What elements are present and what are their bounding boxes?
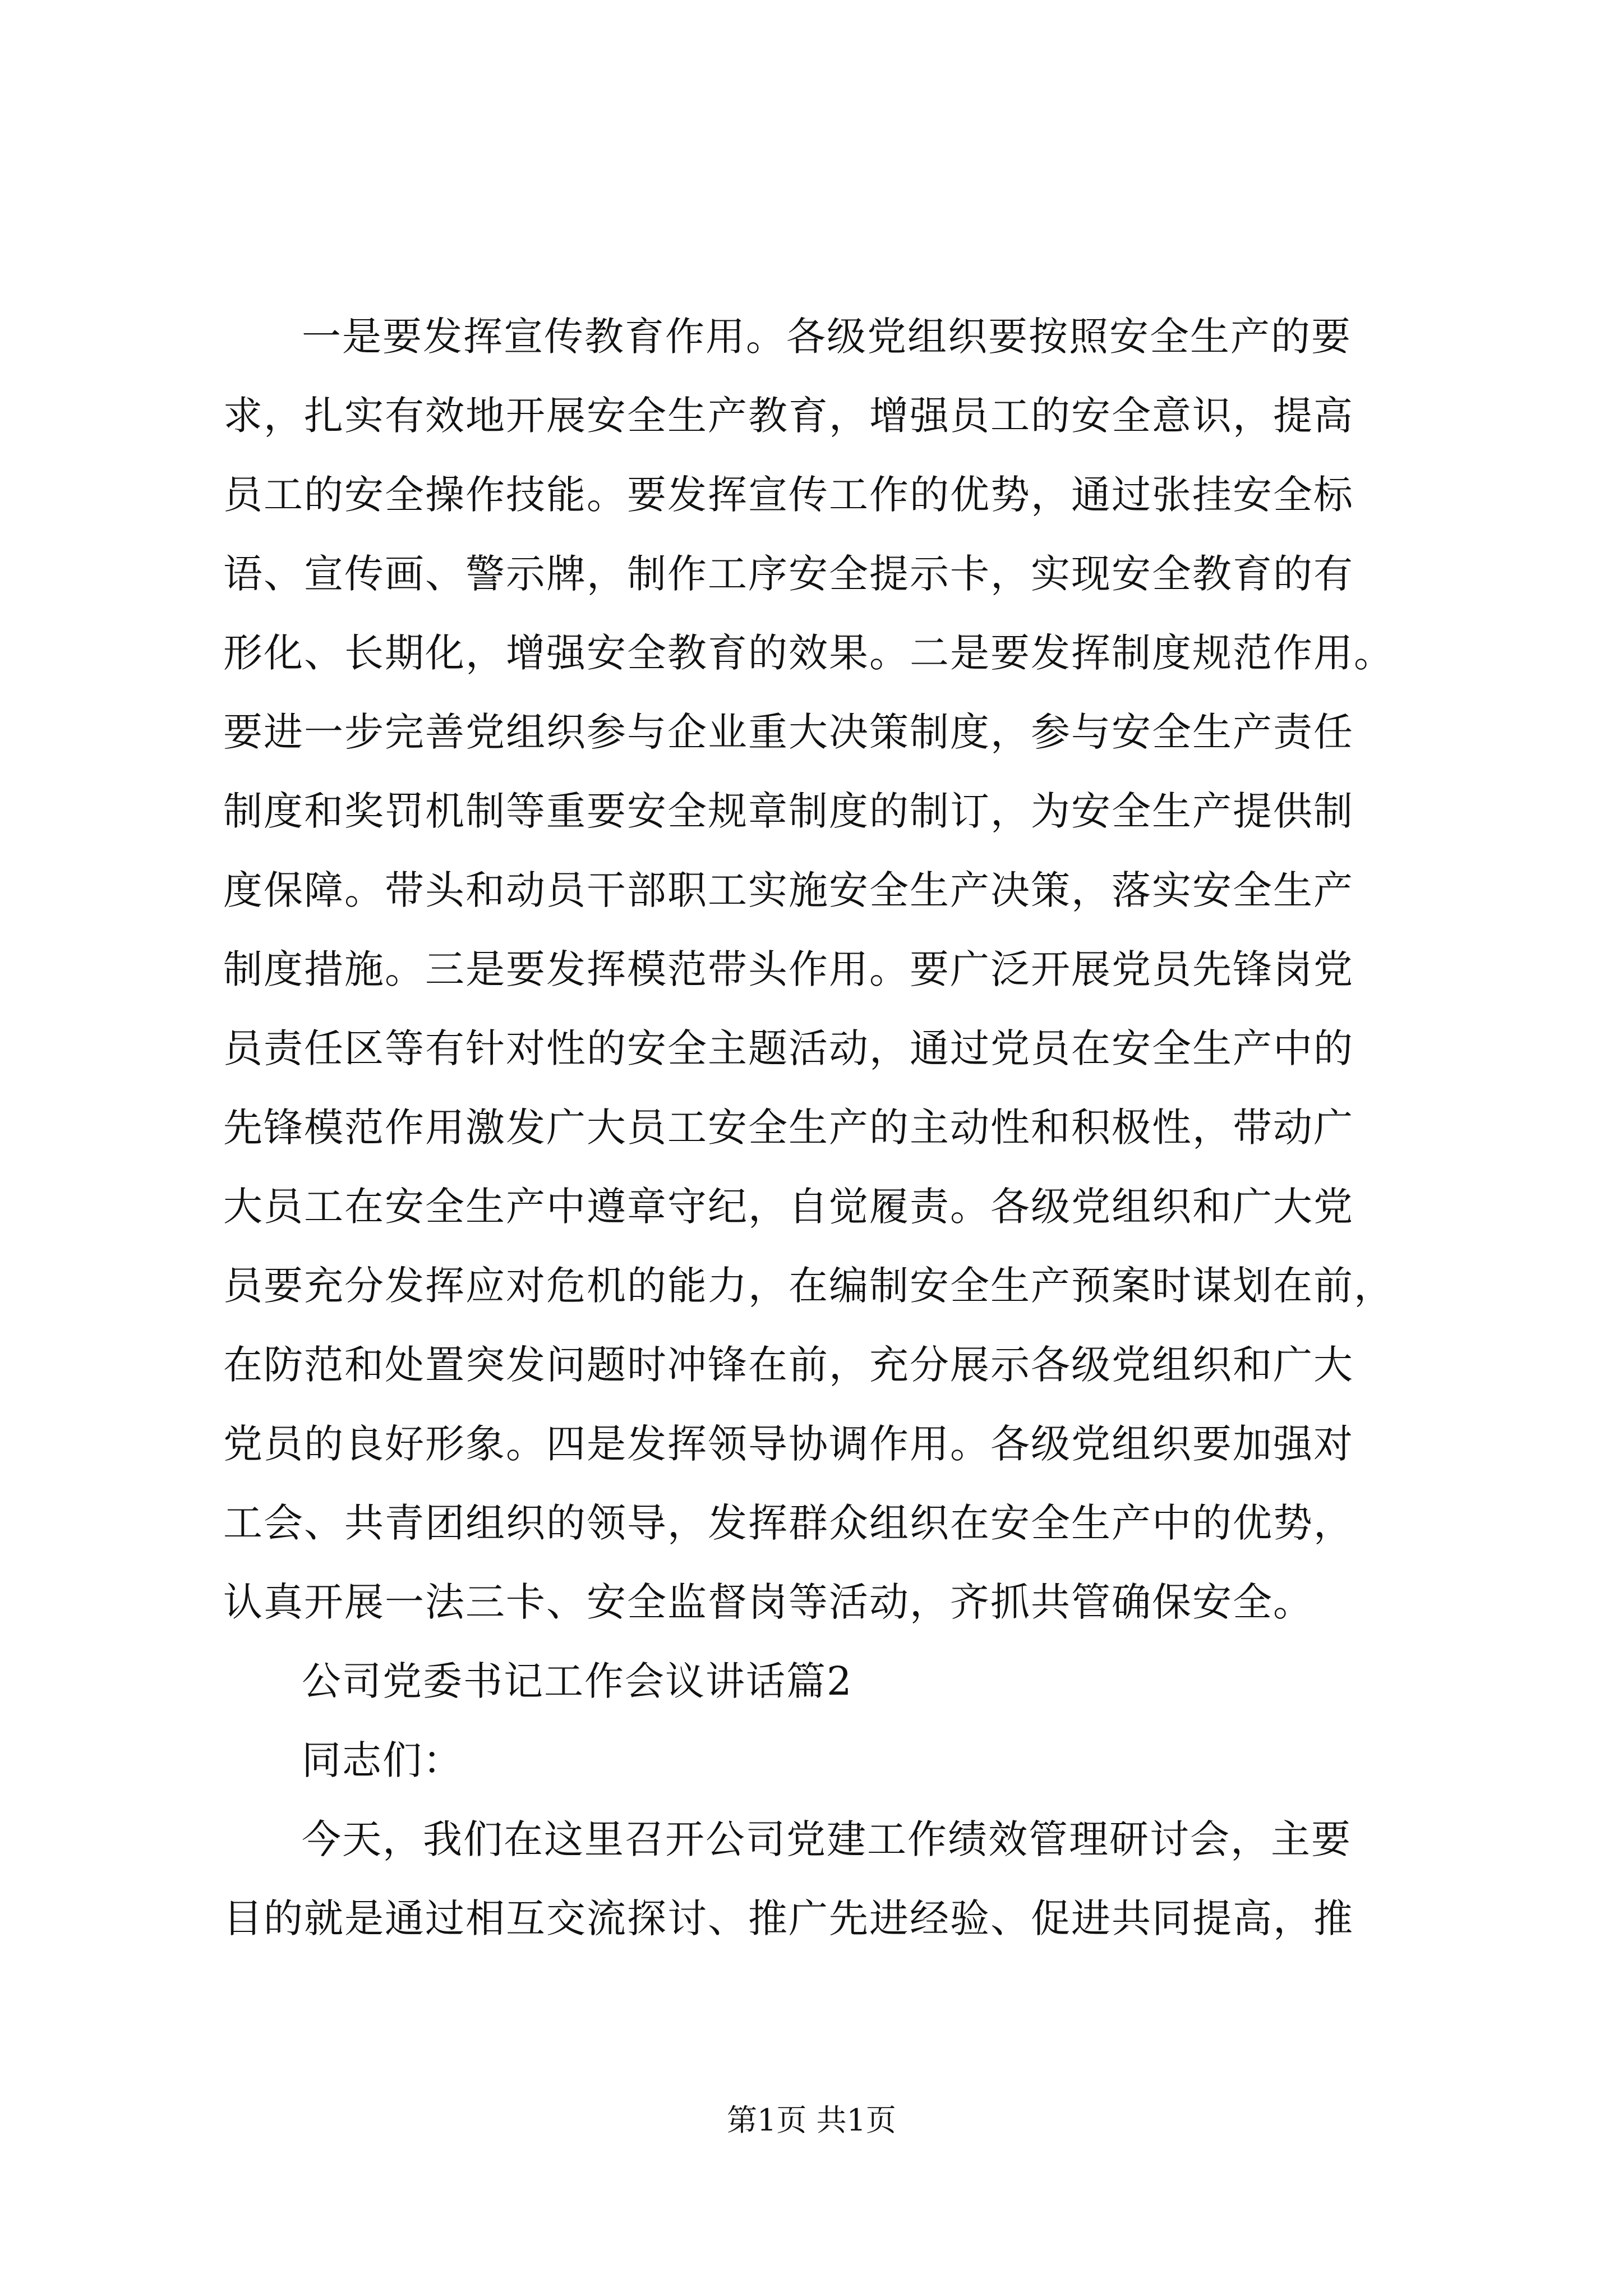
page-footer xyxy=(0,2101,1623,2140)
page-number: 第1页 共1页 xyxy=(727,2102,896,2138)
text-line: 在防范和处置突发问题时冲锋在前，充分展示各级党组织和广大 xyxy=(223,1342,1354,1388)
text-line: 制度措施。三是要发挥模范带头作用。要广泛开展党员先锋岗党 xyxy=(223,946,1354,992)
text-line: 要进一步完善党组织参与企业重大决策制度，参与安全生产责任 xyxy=(223,709,1354,755)
text-line: 形化、长期化，增强安全教育的效果。二是要发挥制度规范作用。 xyxy=(223,630,1394,676)
text-line: 大员工在安全生产中遵章守纪，自觉履责。各级党组织和广大党 xyxy=(223,1184,1354,1230)
text-line: 先锋模范作用激发广大员工安全生产的主动性和积极性，带动广 xyxy=(223,1105,1354,1151)
text-line: 员要充分发挥应对危机的能力，在编制安全生产预案时谋划在前， xyxy=(223,1263,1394,1309)
text-line: 语、宣传画、警示牌，制作工序安全提示卡，实现安全教育的有 xyxy=(223,551,1354,597)
text-line: 工会、共青团组织的领导，发挥群众组织在安全生产中的优势， xyxy=(223,1500,1354,1546)
text-line: 员工的安全操作技能。要发挥宣传工作的优势，通过张挂安全标 xyxy=(223,472,1354,518)
text-line: 员责任区等有针对性的安全主题活动，通过党员在安全生产中的 xyxy=(223,1025,1354,1071)
section-heading: 公司党委书记工作会议讲话篇2 xyxy=(302,1658,853,1704)
text-line: 求，扎实有效地开展安全生产教育，增强员工的安全意识，提高 xyxy=(223,393,1354,439)
text-line: 党员的良好形象。四是发挥领导协调作用。各级党组织要加强对 xyxy=(223,1421,1354,1467)
text-line: 目的就是通过相互交流探讨、推广先进经验、促进共同提高，推 xyxy=(223,1895,1354,1941)
text-line: 今天，我们在这里召开公司党建工作绩效管理研讨会，主要 xyxy=(302,1816,1352,1862)
salutation: 同志们： xyxy=(302,1737,463,1783)
document-body xyxy=(223,297,1418,1958)
text-line: 制度和奖罚机制等重要安全规章制度的制订，为安全生产提供制 xyxy=(223,788,1354,834)
text-line: 一是要发挥宣传教育作用。各级党组织要按照安全生产的要 xyxy=(302,314,1352,360)
text-line: 认真开展一法三卡、安全监督岗等活动，齐抓共管确保安全。 xyxy=(223,1579,1313,1625)
text-line: 度保障。带头和动员干部职工实施安全生产决策，落实安全生产 xyxy=(223,867,1354,913)
